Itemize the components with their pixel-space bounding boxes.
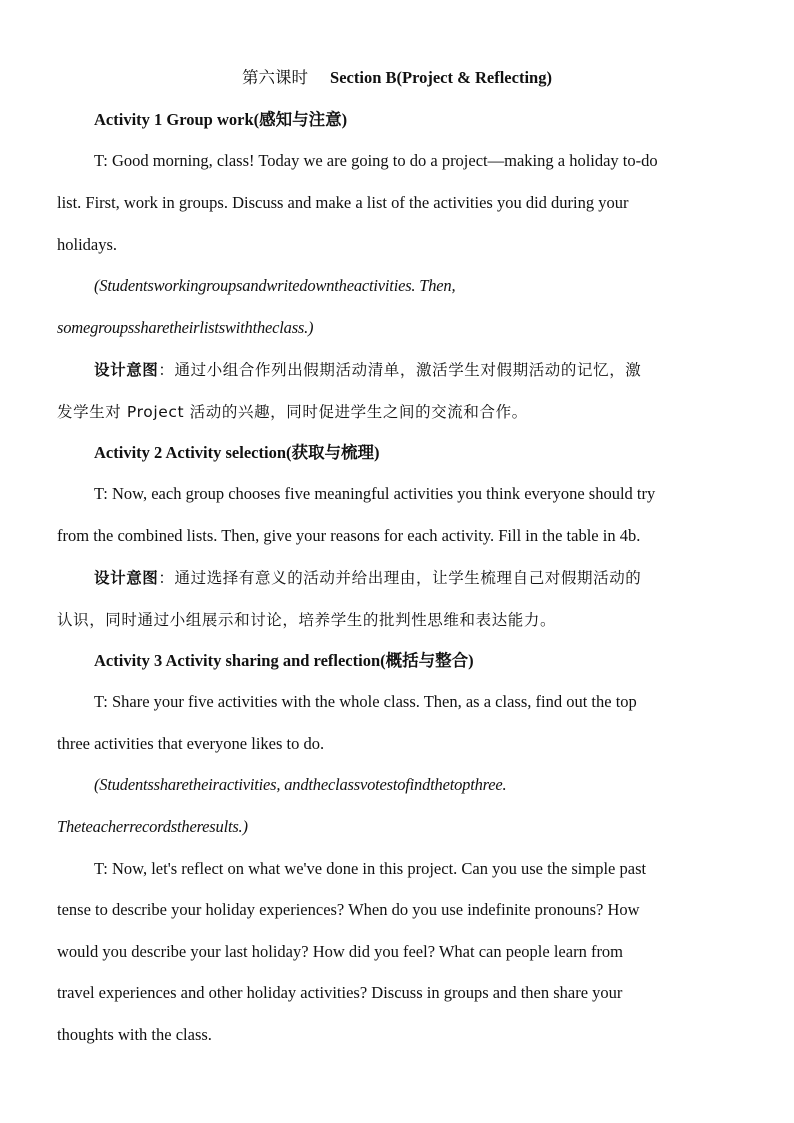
activity3-heading: Activity 3 Activity sharing and reflection(概括与整合) bbox=[94, 651, 474, 670]
reflection-paragraph-line: T: Now, let's reflect on what we've done in this project. Can you use the simple past bbox=[94, 859, 647, 878]
design-intent-label: 设计意图 bbox=[94, 569, 159, 587]
reflection-paragraph-line: would you describe your last holiday? How did you feel? What can people learn from bbox=[57, 942, 624, 961]
activity3-paragraph-line: T: Share your five activities with the whole class. Then, as a class, find out the top bbox=[94, 692, 637, 711]
activity1-stage-direction: (Studentsworkingroupsandwritedowntheactivities. Then, bbox=[94, 276, 456, 295]
reflection-paragraph-line: thoughts with the class. bbox=[57, 1025, 212, 1044]
activity1-paragraph-line: holidays. bbox=[57, 235, 118, 254]
section-title: Section B(Project & Reflecting) bbox=[330, 68, 552, 87]
reflection-paragraph-line: travel experiences and other holiday activities? Discuss in groups and then share your bbox=[57, 983, 623, 1002]
activity1-design-intent-line: 发学生对 Project 活动的兴趣，同时促进学生之间的交流和合作。 bbox=[57, 403, 528, 421]
activity3-stage-direction: Theteacherrecordstheresults.) bbox=[57, 817, 248, 836]
activity1-paragraph-line: list. First, work in groups. Discuss and make a list of the activities you did during your bbox=[57, 193, 629, 212]
activity2-heading: Activity 2 Activity selection(获取与梳理) bbox=[94, 443, 380, 462]
activity2-paragraph-line: from the combined lists. Then, give your reasons for each activity. Fill in the table in 4b. bbox=[57, 526, 641, 545]
activity3-stage-direction: (Studentssharetheiractivities, andtheclassvotestofindthetopthree. bbox=[94, 775, 507, 794]
activity1-paragraph-line: T: Good morning, class! Today we are going to do a project—making a holiday to-do bbox=[94, 151, 658, 170]
activity1-design-intent bbox=[94, 360, 641, 380]
activity2-paragraph-line: T: Now, each group chooses five meaningful activities you think everyone should try bbox=[94, 484, 656, 503]
design-intent-text: ：通过小组合作列出假期活动清单，激活学生对假期活动的记忆，激 bbox=[158, 361, 642, 379]
lesson-number: 第六课时 bbox=[242, 68, 309, 87]
activity1-stage-direction: somegroupssharetheirlistswiththeclass.) bbox=[57, 318, 314, 337]
activity3-paragraph-line: three activities that everyone likes to do. bbox=[57, 734, 325, 753]
activity2-design-intent-line: 认识，同时通过小组展示和讨论，培养学生的批判性思维和表达能力。 bbox=[57, 611, 557, 629]
design-intent-label: 设计意图 bbox=[94, 361, 159, 379]
page-title bbox=[0, 68, 794, 88]
design-intent-text: ：通过选择有意义的活动并给出理由，让学生梳理自己对假期活动的 bbox=[158, 569, 642, 587]
activity2-design-intent bbox=[94, 568, 641, 588]
reflection-paragraph-line: tense to describe your holiday experiences? When do you use indefinite pronouns? How bbox=[57, 900, 640, 919]
activity1-heading: Activity 1 Group work(感知与注意) bbox=[94, 110, 348, 129]
